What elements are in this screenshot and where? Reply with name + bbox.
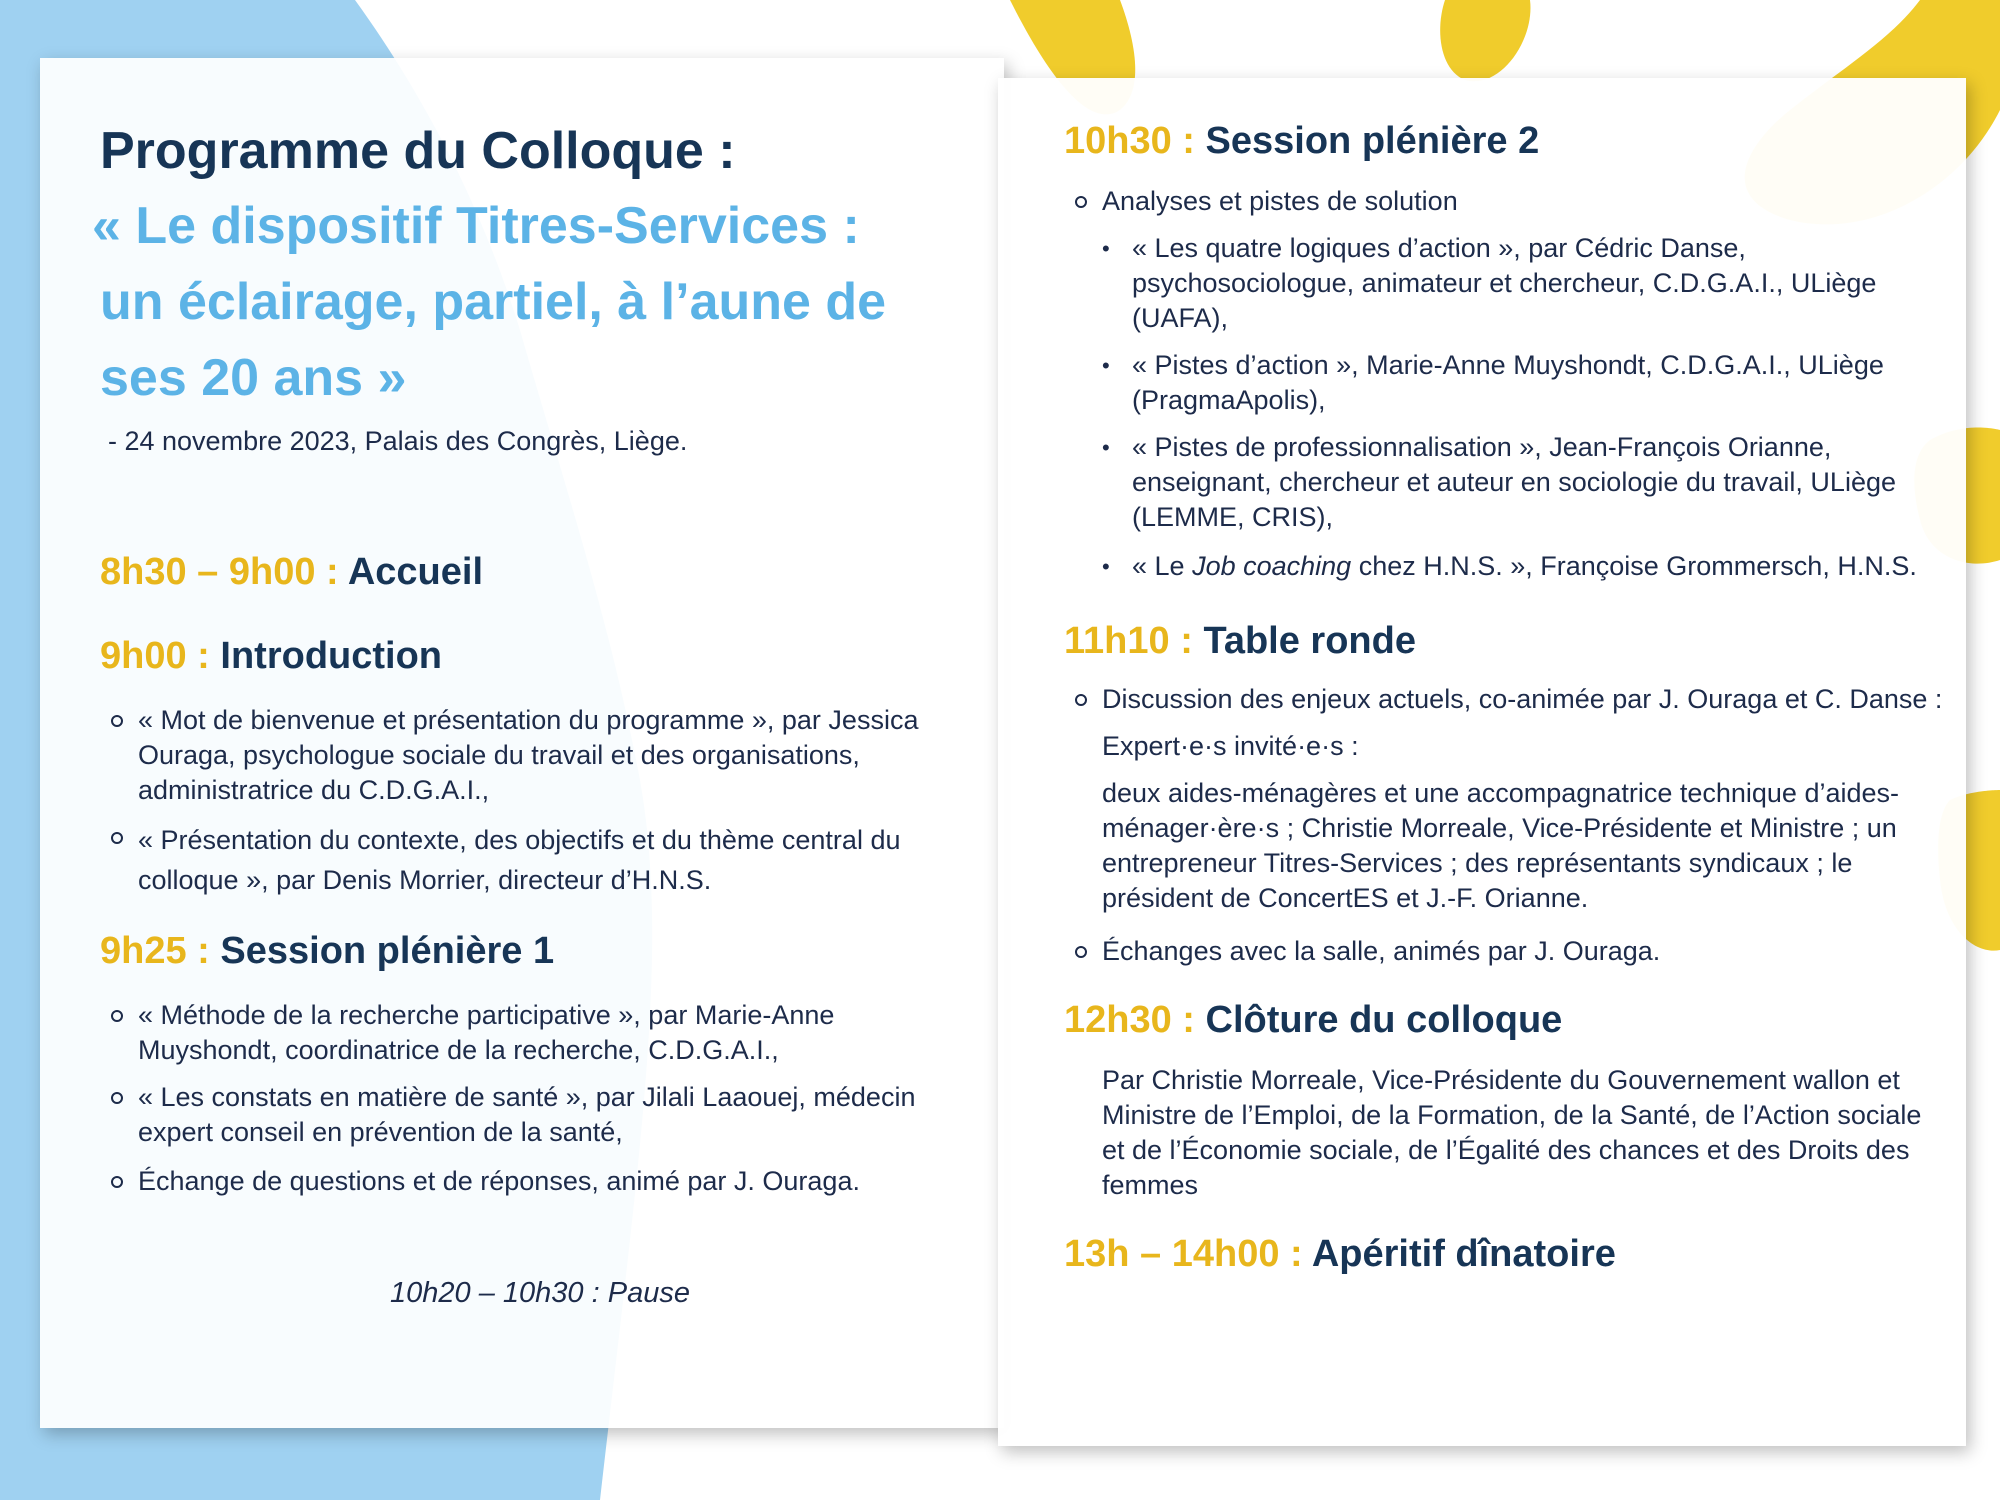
section-accueil-heading [100, 547, 980, 597]
section-time: 12h30 : [1064, 999, 1195, 1041]
section-label: Table ronde [1203, 620, 1416, 662]
cloture-text: Par Christie Morreale, Vice-Présidente du Gouvernement wallon et Ministre de l’Emploi, de la Formation, de la Santé, de l’Action sociale et de l’Économie sociale, de l’Égalité des chances et des Droits des femmes [1102, 1065, 1922, 1200]
section-aperitif-heading [1064, 1229, 1944, 1279]
experts-label: Expert·e·s invité·e·s : [1102, 731, 1359, 761]
right-page [998, 78, 1966, 1446]
session2-list [1064, 184, 1944, 586]
subtitle-line-3: ses 20 ans » [100, 349, 407, 407]
list-item-text: Discussion des enjeux actuels, co-animée par J. Ouraga et C. Danse : [1102, 684, 1943, 714]
sublist-item-emphasis: Job coaching [1192, 551, 1352, 581]
yellow-stroke-2 [1440, 0, 1530, 81]
experts-text: deux aides-ménagères et une accompagnatrice technique d’aides-ménager·ère·s ; Christie Morreale, Vice-Présidente et Ministre ; un entrepreneur Titres-Services ; des représentants syndicaux ; le président de ConcertES et J.-F. Orianne. [1102, 778, 1900, 913]
list-item: Échange de questions et de réponses, animé par J. Ouraga. [100, 1164, 980, 1199]
left-page [40, 58, 1004, 1428]
list-item [1064, 184, 1944, 586]
program-title: Programme du Colloque : [100, 122, 736, 180]
section-label: Introduction [220, 635, 443, 677]
session1-list [100, 998, 980, 1199]
pause-label: 10h20 – 10h30 : Pause [390, 1277, 690, 1309]
sublist-item: • « Pistes de professionnalisation », Jean-François Orianne, enseignant, chercheur et auteur en sociologie du travail, ULiège (LEMME, CRIS), [1098, 430, 1944, 535]
list-item: « Les constats en matière de santé », par Jilali Laaouej, médecin expert conseil en prévention de la santé, [100, 1080, 980, 1150]
section-label: Clôture du colloque [1205, 999, 1563, 1041]
subtitle-line-2: un éclairage, partiel, à l’aune de [100, 273, 887, 331]
section-session1-heading [100, 926, 980, 976]
list-item: « Mot de bienvenue et présentation du programme », par Jessica Ouraga, psychologue sociale du travail et des organisations, administratrice du C.D.G.A.I., [100, 703, 980, 808]
sublist-item: • « Les quatre logiques d’action », par Cédric Danse, psychosociologue, animateur et chercheur, C.D.G.A.I., ULiège (UAFA), [1098, 231, 1944, 336]
section-time: 8h30 – 9h00 : [100, 551, 339, 593]
section-label: Session plénière 1 [220, 930, 555, 972]
sublist-item [1098, 547, 1944, 586]
left-page-content [92, 118, 980, 1310]
list-item: Échanges avec la salle, animés par J. Ouraga. [1064, 934, 1944, 969]
section-introduction-heading [100, 631, 980, 681]
list-item [1064, 682, 1944, 916]
introduction-list [100, 703, 980, 900]
section-label: Apéritif dînatoire [1311, 1233, 1616, 1275]
section-label: Accueil [347, 551, 484, 593]
section-table-ronde-heading [1064, 616, 1944, 666]
sublist-item: • « Pistes d’action », Marie-Anne Muyshondt, C.D.G.A.I., ULiège (PragmaApolis), [1098, 348, 1944, 418]
sublist-item-text: « Le [1132, 551, 1193, 581]
section-time: 11h10 : [1064, 620, 1193, 662]
section-time: 13h – 14h00 : [1064, 1233, 1303, 1275]
list-item: « Méthode de la recherche participative », par Marie-Anne Muyshondt, coordinatrice de la recherche, C.D.G.A.I., [100, 998, 980, 1068]
right-page-content [1064, 116, 1944, 1279]
section-cloture-heading [1064, 995, 1944, 1045]
session2-sublist [1098, 231, 1944, 586]
section-time: 10h30 : [1064, 120, 1195, 162]
sublist-item-text: chez H.N.S. », Françoise Grommersch, H.N.S. [1351, 551, 1917, 581]
event-date-location: - 24 novembre 2023, Palais des Congrès, Liège. [108, 426, 688, 456]
colloquium-subtitle [92, 188, 980, 416]
section-label: Session plénière 2 [1205, 120, 1540, 162]
section-session2-heading [1064, 116, 1944, 166]
list-item: « Présentation du contexte, des objectifs et du thème central du colloque », par Denis Morrier, directeur d’H.N.S. [100, 820, 980, 900]
section-time: 9h25 : [100, 930, 210, 972]
table-ronde-list [1064, 682, 1944, 969]
list-item-text: Analyses et pistes de solution [1102, 186, 1458, 216]
section-time: 9h00 : [100, 635, 210, 677]
subtitle-line-1: « Le dispositif Titres-Services : [92, 197, 860, 255]
